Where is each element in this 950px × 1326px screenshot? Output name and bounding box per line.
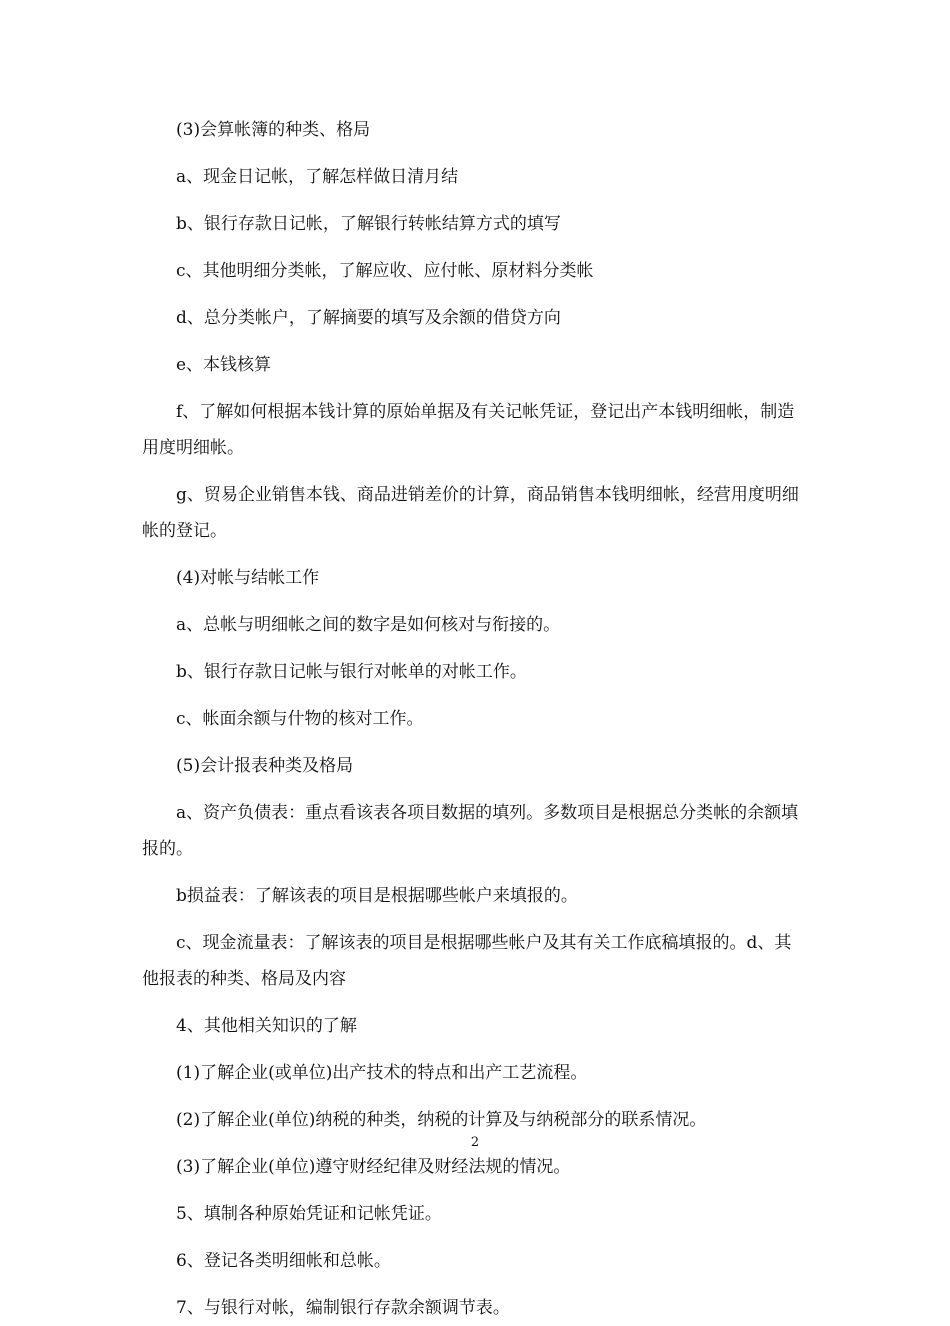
paragraph: a、现金日记帐，了解怎样做日清月结 — [176, 167, 459, 187]
paragraph: d、总分类帐户，了解摘要的填写及余额的借贷方向 — [176, 308, 561, 328]
paragraph: (5)会计报表种类及格局 — [176, 756, 354, 776]
paragraph: c、现金流量表：了解该表的项目是根据哪些帐户及其有关工作底稿填报的。d、其他报表的种类、格局及内容 — [142, 933, 792, 989]
paragraph: 6、登记各类明细帐和总帐。 — [176, 1251, 391, 1271]
paragraph: (1)了解企业(或单位)出产技术的特点和出产工艺流程。 — [176, 1063, 588, 1083]
paragraph: c、帐面余额与什物的核对工作。 — [176, 709, 424, 729]
paragraph: (3)会算帐簿的种类、格局 — [176, 120, 371, 140]
paragraph: 7、与银行对帐，编制银行存款余额调节表。 — [176, 1298, 510, 1318]
paragraph: (2)了解企业(单位)纳税的种类，纳税的计算及与纳税部分的联系情况。 — [176, 1110, 707, 1130]
paragraph: a、总帐与明细帐之间的数字是如何核对与衔接的。 — [176, 615, 561, 635]
paragraph: 5、填制各种原始凭证和记帐凭证。 — [176, 1204, 442, 1224]
page-number: 2 — [470, 1135, 480, 1150]
paragraph: 4、其他相关知识的了解 — [176, 1016, 357, 1036]
paragraph: b、银行存款日记帐与银行对帐单的对帐工作。 — [176, 662, 527, 682]
paragraph: c、其他明细分类帐，了解应收、应付帐、原材料分类帐 — [176, 261, 594, 281]
paragraph: b、银行存款日记帐，了解银行转帐结算方式的填写 — [176, 214, 561, 234]
paragraph: b损益表：了解该表的项目是根据哪些帐户来填报的。 — [176, 886, 578, 906]
paragraph: g、贸易企业销售本钱、商品进销差价的计算，商品销售本钱明细帐，经营用度明细帐的登记。 — [142, 485, 799, 541]
paragraph: (4)对帐与结帐工作 — [176, 568, 320, 588]
paragraph: f、了解如何根据本钱计算的原始单据及有关记帐凭证，登记出产本钱明细帐，制造用度明细帐。 — [142, 402, 795, 458]
paragraph: e、本钱核算 — [176, 355, 272, 375]
paragraph: (3)了解企业(单位)遵守财经纪律及财经法规的情况。 — [176, 1157, 571, 1177]
paragraph: a、资产负债表：重点看该表各项目数据的填列。多数项目是根据总分类帐的余额填报的。 — [142, 803, 799, 859]
